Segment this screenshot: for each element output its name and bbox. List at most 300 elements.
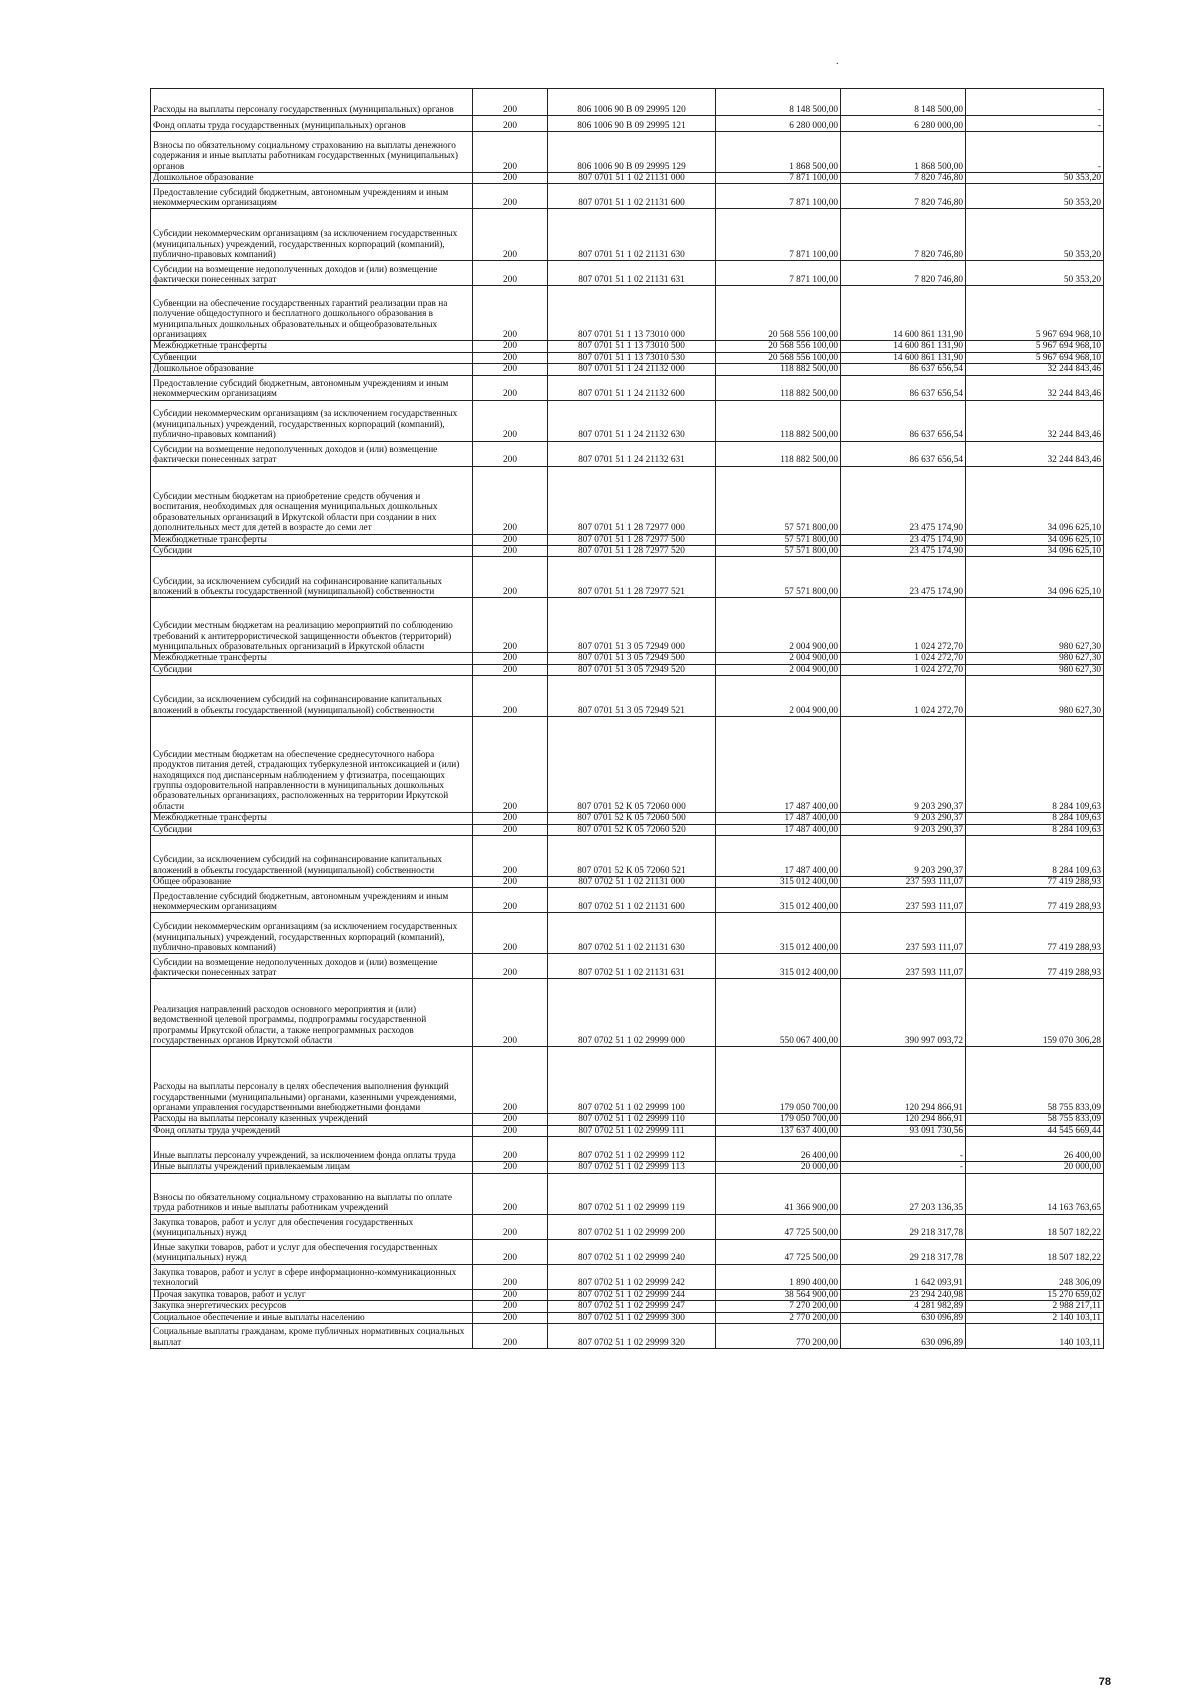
- row-approved-cell: 137 637 400,00: [716, 1125, 841, 1136]
- row-line-code-cell: 200: [473, 1125, 548, 1136]
- row-unexecuted-cell: 50 353,20: [966, 209, 1104, 261]
- row-executed-cell: 237 593 111,07: [841, 913, 966, 954]
- row-line-code-cell: 200: [473, 441, 548, 466]
- row-name-cell: Социальное обеспечение и иные выплаты населению: [151, 1312, 473, 1323]
- row-budget-code-cell: 807 0701 51 1 28 72977 000: [548, 466, 716, 534]
- row-unexecuted-cell: 8 284 109,63: [966, 717, 1104, 813]
- row-name-cell: Субсидии, за исключением субсидий на софинансирование капитальных вложений в объекты государственной (муниципальной) собственности: [151, 676, 473, 717]
- row-approved-cell: 770 200,00: [716, 1323, 841, 1348]
- page-number: 78: [1098, 1676, 1111, 1688]
- row-line-code-cell: 200: [473, 1173, 548, 1214]
- row-line-code-cell: 200: [473, 286, 548, 341]
- row-executed-cell: 86 637 656,54: [841, 441, 966, 466]
- row-budget-code-cell: 806 1006 90 В 09 29995 129: [548, 132, 716, 173]
- row-line-code-cell: 200: [473, 676, 548, 717]
- row-line-code-cell: 200: [473, 546, 548, 557]
- row-line-code-cell: 200: [473, 466, 548, 534]
- row-executed-cell: 6 280 000,00: [841, 116, 966, 132]
- row-unexecuted-cell: 77 419 288,93: [966, 877, 1104, 888]
- row-line-code-cell: 200: [473, 209, 548, 261]
- row-executed-cell: 120 294 866,91: [841, 1114, 966, 1125]
- row-executed-cell: 9 203 290,37: [841, 836, 966, 877]
- table-row: [151, 1301, 1104, 1312]
- row-executed-cell: 1 024 272,70: [841, 653, 966, 664]
- row-approved-cell: 315 012 400,00: [716, 888, 841, 913]
- row-unexecuted-cell: 50 353,20: [966, 261, 1104, 286]
- row-line-code-cell: 200: [473, 913, 548, 954]
- row-executed-cell: 4 281 982,89: [841, 1301, 966, 1312]
- table-row: [151, 598, 1104, 653]
- row-line-code-cell: 200: [473, 364, 548, 375]
- row-line-code-cell: 200: [473, 717, 548, 813]
- row-line-code-cell: 200: [473, 1239, 548, 1264]
- row-name-cell: Межбюджетные трансферты: [151, 813, 473, 824]
- row-unexecuted-cell: 26 400,00: [966, 1137, 1104, 1162]
- row-approved-cell: 179 050 700,00: [716, 1114, 841, 1125]
- row-budget-code-cell: 807 0701 51 1 13 73010 530: [548, 352, 716, 363]
- row-budget-code-cell: 807 0702 51 1 02 29999 112: [548, 1137, 716, 1162]
- row-name-cell: Расходы на выплаты персоналу в целях обеспечения выполнения функций государственными (муниципальными) органами, казенными учреждениями, органами управления государственными внебюджетными фондами: [151, 1047, 473, 1114]
- row-budget-code-cell: 807 0702 51 1 02 29999 113: [548, 1162, 716, 1173]
- row-approved-cell: 38 564 900,00: [716, 1289, 841, 1300]
- table-row: [151, 375, 1104, 400]
- row-executed-cell: 7 820 746,80: [841, 209, 966, 261]
- row-approved-cell: 57 571 800,00: [716, 557, 841, 598]
- row-line-code-cell: 200: [473, 400, 548, 441]
- row-line-code-cell: 200: [473, 173, 548, 184]
- row-name-cell: Закупка товаров, работ и услуг в сфере информационно-коммуникационных технологий: [151, 1264, 473, 1289]
- row-name-cell: Закупка энергетических ресурсов: [151, 1301, 473, 1312]
- row-line-code-cell: 200: [473, 813, 548, 824]
- row-name-cell: Субсидии: [151, 546, 473, 557]
- row-executed-cell: 86 637 656,54: [841, 364, 966, 375]
- row-name-cell: Субсидии местным бюджетам на обеспечение среднесуточного набора продуктов питания детей, страдающих туберкулезной интоксикацией и (или) находящихся под диспансерным наблюдением у фтизиатра, посещающих группы оздоровительной направленности в муниципальных дошкольных образовательных организациях, расположенных на территории Иркутской области: [151, 717, 473, 813]
- row-budget-code-cell: 807 0702 51 1 02 29999 240: [548, 1239, 716, 1264]
- table-row: [151, 341, 1104, 352]
- row-unexecuted-cell: 32 244 843,46: [966, 441, 1104, 466]
- row-approved-cell: 2 004 900,00: [716, 676, 841, 717]
- row-executed-cell: 630 096,89: [841, 1323, 966, 1348]
- row-unexecuted-cell: 77 419 288,93: [966, 913, 1104, 954]
- row-name-cell: Субсидии: [151, 824, 473, 835]
- row-approved-cell: 26 400,00: [716, 1137, 841, 1162]
- row-line-code-cell: 200: [473, 1137, 548, 1162]
- row-budget-code-cell: 807 0701 51 1 13 73010 000: [548, 286, 716, 341]
- row-name-cell: Предоставление субсидий бюджетным, автономным учреждениям и иным некоммерческим организациям: [151, 375, 473, 400]
- row-unexecuted-cell: 15 270 659,02: [966, 1289, 1104, 1300]
- row-executed-cell: 23 475 174,90: [841, 466, 966, 534]
- row-name-cell: Субсидии на возмещение недополученных доходов и (или) возмещение фактически понесенных затрат: [151, 954, 473, 979]
- row-unexecuted-cell: 77 419 288,93: [966, 888, 1104, 913]
- row-budget-code-cell: 807 0701 51 1 24 21132 631: [548, 441, 716, 466]
- row-budget-code-cell: 807 0702 51 1 02 29999 100: [548, 1047, 716, 1114]
- row-line-code-cell: 200: [473, 184, 548, 209]
- row-line-code-cell: 200: [473, 1289, 548, 1300]
- row-line-code-cell: 200: [473, 888, 548, 913]
- row-unexecuted-cell: 980 627,30: [966, 653, 1104, 664]
- row-budget-code-cell: 807 0702 51 1 02 29999 111: [548, 1125, 716, 1136]
- row-approved-cell: 1 868 500,00: [716, 132, 841, 173]
- table-row: [151, 1137, 1104, 1162]
- table-row: [151, 913, 1104, 954]
- table-row: [151, 89, 1104, 116]
- row-executed-cell: 237 593 111,07: [841, 877, 966, 888]
- table-row: [151, 1289, 1104, 1300]
- row-line-code-cell: 200: [473, 341, 548, 352]
- row-executed-cell: 7 820 746,80: [841, 261, 966, 286]
- row-name-cell: Субсидии некоммерческим организациям (за исключением государственных (муниципальных) учреждений, государственных корпораций (компаний), публично-правовых компаний): [151, 400, 473, 441]
- row-approved-cell: 17 487 400,00: [716, 813, 841, 824]
- row-name-cell: Дошкольное образование: [151, 173, 473, 184]
- row-approved-cell: 315 012 400,00: [716, 877, 841, 888]
- row-line-code-cell: 200: [473, 1162, 548, 1173]
- row-executed-cell: 1 868 500,00: [841, 132, 966, 173]
- row-name-cell: Межбюджетные трансферты: [151, 534, 473, 545]
- row-approved-cell: 179 050 700,00: [716, 1047, 841, 1114]
- row-name-cell: Фонд оплаты труда государственных (муниципальных) органов: [151, 116, 473, 132]
- table-row: [151, 1323, 1104, 1348]
- row-line-code-cell: 200: [473, 375, 548, 400]
- row-budget-code-cell: 807 0701 52 К 05 72060 000: [548, 717, 716, 813]
- row-unexecuted-cell: 14 163 763,65: [966, 1173, 1104, 1214]
- row-unexecuted-cell: 2 988 217,11: [966, 1301, 1104, 1312]
- table-row: [151, 813, 1104, 824]
- row-unexecuted-cell: 50 353,20: [966, 173, 1104, 184]
- row-budget-code-cell: 807 0701 51 1 24 21132 000: [548, 364, 716, 375]
- row-line-code-cell: 200: [473, 1214, 548, 1239]
- table-row: [151, 836, 1104, 877]
- row-line-code-cell: 200: [473, 664, 548, 675]
- row-executed-cell: 86 637 656,54: [841, 375, 966, 400]
- row-approved-cell: 47 725 500,00: [716, 1214, 841, 1239]
- row-budget-code-cell: 807 0701 51 1 02 21131 000: [548, 173, 716, 184]
- row-name-cell: Социальные выплаты гражданам, кроме публичных нормативных социальных выплат: [151, 1323, 473, 1348]
- row-approved-cell: 315 012 400,00: [716, 913, 841, 954]
- row-budget-code-cell: 807 0702 51 1 02 29999 247: [548, 1301, 716, 1312]
- row-executed-cell: 93 091 730,56: [841, 1125, 966, 1136]
- row-name-cell: Расходы на выплаты персоналу государственных (муниципальных) органов: [151, 89, 473, 116]
- row-executed-cell: 1 642 093,91: [841, 1264, 966, 1289]
- row-unexecuted-cell: 34 096 625,10: [966, 546, 1104, 557]
- row-approved-cell: 118 882 500,00: [716, 441, 841, 466]
- row-budget-code-cell: 807 0702 51 1 02 29999 110: [548, 1114, 716, 1125]
- row-approved-cell: 7 270 200,00: [716, 1301, 841, 1312]
- row-approved-cell: 57 571 800,00: [716, 466, 841, 534]
- row-unexecuted-cell: -: [966, 116, 1104, 132]
- row-approved-cell: 118 882 500,00: [716, 364, 841, 375]
- row-executed-cell: 1 024 272,70: [841, 664, 966, 675]
- row-unexecuted-cell: 34 096 625,10: [966, 466, 1104, 534]
- row-budget-code-cell: 807 0702 51 1 02 29999 119: [548, 1173, 716, 1214]
- row-executed-cell: 1 024 272,70: [841, 676, 966, 717]
- row-line-code-cell: 200: [473, 598, 548, 653]
- row-name-cell: Реализация направлений расходов основного мероприятия и (или) ведомственной целевой программы, подпрограммы государственной программы Иркутской области, а также непрограммных расходов государственных органов Иркутской области: [151, 979, 473, 1047]
- row-budget-code-cell: 807 0701 51 1 13 73010 500: [548, 341, 716, 352]
- row-unexecuted-cell: 5 967 694 968,10: [966, 286, 1104, 341]
- table-row: [151, 173, 1104, 184]
- row-line-code-cell: 200: [473, 1312, 548, 1323]
- table-row: [151, 352, 1104, 363]
- row-name-cell: Дошкольное образование: [151, 364, 473, 375]
- row-approved-cell: 118 882 500,00: [716, 400, 841, 441]
- row-budget-code-cell: 807 0702 51 1 02 29999 200: [548, 1214, 716, 1239]
- row-budget-code-cell: 807 0702 51 1 02 29999 300: [548, 1312, 716, 1323]
- row-executed-cell: 120 294 866,91: [841, 1047, 966, 1114]
- row-unexecuted-cell: 32 244 843,46: [966, 375, 1104, 400]
- table-row: [151, 261, 1104, 286]
- table-row: [151, 877, 1104, 888]
- row-executed-cell: 9 203 290,37: [841, 824, 966, 835]
- row-name-cell: Субсидии, за исключением субсидий на софинансирование капитальных вложений в объекты государственной (муниципальной) собственности: [151, 557, 473, 598]
- row-approved-cell: 2 770 200,00: [716, 1312, 841, 1323]
- table-row: [151, 717, 1104, 813]
- row-budget-code-cell: 807 0701 51 1 02 21131 630: [548, 209, 716, 261]
- row-executed-cell: 23 294 240,98: [841, 1289, 966, 1300]
- row-name-cell: Взносы по обязательному социальному страхованию на выплаты по оплате труда работников и иные выплаты работникам учреждений: [151, 1173, 473, 1214]
- row-name-cell: Межбюджетные трансферты: [151, 653, 473, 664]
- row-name-cell: Иные закупки товаров, работ и услуг для обеспечения государственных (муниципальных) нужд: [151, 1239, 473, 1264]
- row-budget-code-cell: 807 0701 51 1 28 72977 521: [548, 557, 716, 598]
- row-unexecuted-cell: -: [966, 89, 1104, 116]
- row-approved-cell: 118 882 500,00: [716, 375, 841, 400]
- row-executed-cell: 390 997 093,72: [841, 979, 966, 1047]
- row-name-cell: Субсидии: [151, 664, 473, 675]
- row-approved-cell: 2 004 900,00: [716, 653, 841, 664]
- row-executed-cell: 1 024 272,70: [841, 598, 966, 653]
- table-row: [151, 184, 1104, 209]
- table-row: [151, 1114, 1104, 1125]
- row-unexecuted-cell: 18 507 182,22: [966, 1239, 1104, 1264]
- table-row: [151, 132, 1104, 173]
- table-row: [151, 1162, 1104, 1173]
- row-unexecuted-cell: 980 627,30: [966, 676, 1104, 717]
- row-budget-code-cell: 807 0701 51 1 28 72977 520: [548, 546, 716, 557]
- table-row: [151, 1239, 1104, 1264]
- row-approved-cell: 17 487 400,00: [716, 836, 841, 877]
- row-budget-code-cell: 807 0702 51 1 02 29999 244: [548, 1289, 716, 1300]
- table-row: [151, 1312, 1104, 1323]
- scan-speck: .: [836, 56, 839, 67]
- row-line-code-cell: 200: [473, 836, 548, 877]
- row-executed-cell: 23 475 174,90: [841, 534, 966, 545]
- table-row: [151, 441, 1104, 466]
- table-row: [151, 546, 1104, 557]
- row-budget-code-cell: 807 0701 51 1 24 21132 600: [548, 375, 716, 400]
- row-executed-cell: 630 096,89: [841, 1312, 966, 1323]
- table-row: [151, 400, 1104, 441]
- row-unexecuted-cell: 8 284 109,63: [966, 813, 1104, 824]
- row-approved-cell: 1 890 400,00: [716, 1264, 841, 1289]
- row-name-cell: Общее образование: [151, 877, 473, 888]
- row-line-code-cell: 200: [473, 979, 548, 1047]
- row-name-cell: Иные выплаты персоналу учреждений, за исключением фонда оплаты труда: [151, 1137, 473, 1162]
- row-name-cell: Закупка товаров, работ и услуг для обеспечения государственных (муниципальных) нужд: [151, 1214, 473, 1239]
- budget-execution-table: [150, 88, 1104, 1349]
- row-unexecuted-cell: 34 096 625,10: [966, 534, 1104, 545]
- row-unexecuted-cell: 8 284 109,63: [966, 836, 1104, 877]
- row-approved-cell: 7 871 100,00: [716, 209, 841, 261]
- row-budget-code-cell: 807 0702 51 1 02 21131 630: [548, 913, 716, 954]
- row-line-code-cell: 200: [473, 132, 548, 173]
- row-line-code-cell: 200: [473, 89, 548, 116]
- row-executed-cell: 29 218 317,78: [841, 1239, 966, 1264]
- row-name-cell: Субсидии некоммерческим организациям (за исключением государственных (муниципальных) учреждений, государственных корпораций (компаний), публично-правовых компаний): [151, 209, 473, 261]
- row-budget-code-cell: 806 1006 90 В 09 29995 120: [548, 89, 716, 116]
- row-budget-code-cell: 807 0701 51 3 05 72949 500: [548, 653, 716, 664]
- table-row: [151, 1264, 1104, 1289]
- row-budget-code-cell: 806 1006 90 В 09 29995 121: [548, 116, 716, 132]
- row-approved-cell: 20 000,00: [716, 1162, 841, 1173]
- row-name-cell: Предоставление субсидий бюджетным, автономным учреждениям и иным некоммерческим организациям: [151, 184, 473, 209]
- row-line-code-cell: 200: [473, 824, 548, 835]
- row-name-cell: Субсидии местным бюджетам на реализацию мероприятий по соблюдению требований к антитеррористической защищенности объектов (территорий) муниципальных образовательных организаций в Иркутской области: [151, 598, 473, 653]
- row-line-code-cell: 200: [473, 653, 548, 664]
- row-executed-cell: 14 600 861 131,90: [841, 286, 966, 341]
- row-unexecuted-cell: 32 244 843,46: [966, 364, 1104, 375]
- row-name-cell: Предоставление субсидий бюджетным, автономным учреждениям и иным некоммерческим организациям: [151, 888, 473, 913]
- row-unexecuted-cell: 2 140 103,11: [966, 1312, 1104, 1323]
- table-row: [151, 1173, 1104, 1214]
- table-row: [151, 954, 1104, 979]
- row-unexecuted-cell: 58 755 833,09: [966, 1114, 1104, 1125]
- row-line-code-cell: 200: [473, 116, 548, 132]
- table-row: [151, 1214, 1104, 1239]
- row-approved-cell: 2 004 900,00: [716, 664, 841, 675]
- row-budget-code-cell: 807 0702 51 1 02 29999 320: [548, 1323, 716, 1348]
- row-name-cell: Расходы на выплаты персоналу казенных учреждений: [151, 1114, 473, 1125]
- row-budget-code-cell: 807 0701 51 3 05 72949 520: [548, 664, 716, 675]
- table-row: [151, 466, 1104, 534]
- row-budget-code-cell: 807 0701 51 1 28 72977 500: [548, 534, 716, 545]
- row-name-cell: Субсидии местным бюджетам на приобретение средств обучения и воспитания, необходимых для оснащения муниципальных дошкольных образовательных организаций в Иркутской области при создании в них дополнительных мест для детей в возрасте до семи лет: [151, 466, 473, 534]
- row-unexecuted-cell: 140 103,11: [966, 1323, 1104, 1348]
- row-executed-cell: 27 203 136,35: [841, 1173, 966, 1214]
- row-unexecuted-cell: -: [966, 132, 1104, 173]
- row-line-code-cell: 200: [473, 352, 548, 363]
- row-executed-cell: 23 475 174,90: [841, 546, 966, 557]
- row-budget-code-cell: 807 0701 52 К 05 72060 521: [548, 836, 716, 877]
- table-row: [151, 209, 1104, 261]
- row-line-code-cell: 200: [473, 1301, 548, 1312]
- table-row: [151, 1125, 1104, 1136]
- table-row: [151, 979, 1104, 1047]
- row-unexecuted-cell: 5 967 694 968,10: [966, 352, 1104, 363]
- row-unexecuted-cell: 980 627,30: [966, 664, 1104, 675]
- row-budget-code-cell: 807 0701 51 1 24 21132 630: [548, 400, 716, 441]
- row-budget-code-cell: 807 0701 51 1 02 21131 631: [548, 261, 716, 286]
- row-approved-cell: 47 725 500,00: [716, 1239, 841, 1264]
- row-line-code-cell: 200: [473, 261, 548, 286]
- row-approved-cell: 7 871 100,00: [716, 184, 841, 209]
- row-name-cell: Прочая закупка товаров, работ и услуг: [151, 1289, 473, 1300]
- row-line-code-cell: 200: [473, 877, 548, 888]
- row-line-code-cell: 200: [473, 1264, 548, 1289]
- table-row: [151, 364, 1104, 375]
- row-budget-code-cell: 807 0701 52 К 05 72060 500: [548, 813, 716, 824]
- row-line-code-cell: 200: [473, 1047, 548, 1114]
- row-unexecuted-cell: 50 353,20: [966, 184, 1104, 209]
- row-unexecuted-cell: 20 000,00: [966, 1162, 1104, 1173]
- row-unexecuted-cell: 159 070 306,28: [966, 979, 1104, 1047]
- row-approved-cell: 550 067 400,00: [716, 979, 841, 1047]
- row-executed-cell: 86 637 656,54: [841, 400, 966, 441]
- table-row: [151, 824, 1104, 835]
- row-name-cell: Субвенции: [151, 352, 473, 363]
- row-line-code-cell: 200: [473, 1323, 548, 1348]
- row-executed-cell: 8 148 500,00: [841, 89, 966, 116]
- row-name-cell: Фонд оплаты труда учреждений: [151, 1125, 473, 1136]
- row-approved-cell: 6 280 000,00: [716, 116, 841, 132]
- row-line-code-cell: 200: [473, 534, 548, 545]
- row-unexecuted-cell: 248 306,09: [966, 1264, 1104, 1289]
- row-executed-cell: 9 203 290,37: [841, 717, 966, 813]
- row-executed-cell: 14 600 861 131,90: [841, 341, 966, 352]
- row-budget-code-cell: 807 0701 51 3 05 72949 521: [548, 676, 716, 717]
- row-approved-cell: 20 568 556 100,00: [716, 352, 841, 363]
- row-approved-cell: 8 148 500,00: [716, 89, 841, 116]
- row-budget-code-cell: 807 0702 51 1 02 21131 600: [548, 888, 716, 913]
- table-row: [151, 534, 1104, 545]
- row-budget-code-cell: 807 0702 51 1 02 29999 242: [548, 1264, 716, 1289]
- row-approved-cell: 20 568 556 100,00: [716, 341, 841, 352]
- row-executed-cell: 7 820 746,80: [841, 173, 966, 184]
- row-executed-cell: -: [841, 1137, 966, 1162]
- row-executed-cell: 237 593 111,07: [841, 954, 966, 979]
- row-unexecuted-cell: 18 507 182,22: [966, 1214, 1104, 1239]
- table-row: [151, 557, 1104, 598]
- row-name-cell: Взносы по обязательному социальному страхованию на выплаты денежного содержания и иные выплаты работникам государственных (муниципальных) органов: [151, 132, 473, 173]
- row-unexecuted-cell: 58 755 833,09: [966, 1047, 1104, 1114]
- row-unexecuted-cell: 44 545 669,44: [966, 1125, 1104, 1136]
- row-approved-cell: 7 871 100,00: [716, 261, 841, 286]
- row-approved-cell: 57 571 800,00: [716, 546, 841, 557]
- row-name-cell: Субсидии на возмещение недополученных доходов и (или) возмещение фактически понесенных затрат: [151, 261, 473, 286]
- row-unexecuted-cell: 5 967 694 968,10: [966, 341, 1104, 352]
- table-body: [151, 89, 1104, 1349]
- row-executed-cell: 29 218 317,78: [841, 1214, 966, 1239]
- row-unexecuted-cell: 32 244 843,46: [966, 400, 1104, 441]
- row-name-cell: Субсидии на возмещение недополученных доходов и (или) возмещение фактически понесенных затрат: [151, 441, 473, 466]
- row-approved-cell: 17 487 400,00: [716, 824, 841, 835]
- row-name-cell: Субвенции на обеспечение государственных гарантий реализации прав на получение общедоступного и бесплатного дошкольного образования в муниципальных дошкольных образовательных и общеобразовательных организациях: [151, 286, 473, 341]
- row-executed-cell: 23 475 174,90: [841, 557, 966, 598]
- row-name-cell: Межбюджетные трансферты: [151, 341, 473, 352]
- row-budget-code-cell: 807 0702 51 1 02 29999 000: [548, 979, 716, 1047]
- row-budget-code-cell: 807 0701 51 3 05 72949 000: [548, 598, 716, 653]
- row-budget-code-cell: 807 0702 51 1 02 21131 631: [548, 954, 716, 979]
- row-line-code-cell: 200: [473, 557, 548, 598]
- row-budget-code-cell: 807 0701 52 К 05 72060 520: [548, 824, 716, 835]
- row-name-cell: Субсидии, за исключением субсидий на софинансирование капитальных вложений в объекты государственной (муниципальной) собственности: [151, 836, 473, 877]
- row-budget-code-cell: 807 0701 51 1 02 21131 600: [548, 184, 716, 209]
- row-budget-code-cell: 807 0702 51 1 02 21131 000: [548, 877, 716, 888]
- row-name-cell: Иные выплаты учреждений привлекаемым лицам: [151, 1162, 473, 1173]
- row-executed-cell: 237 593 111,07: [841, 888, 966, 913]
- row-executed-cell: 9 203 290,37: [841, 813, 966, 824]
- row-approved-cell: 20 568 556 100,00: [716, 286, 841, 341]
- row-approved-cell: 2 004 900,00: [716, 598, 841, 653]
- row-approved-cell: 57 571 800,00: [716, 534, 841, 545]
- row-line-code-cell: 200: [473, 954, 548, 979]
- row-unexecuted-cell: 34 096 625,10: [966, 557, 1104, 598]
- row-approved-cell: 7 871 100,00: [716, 173, 841, 184]
- row-executed-cell: 14 600 861 131,90: [841, 352, 966, 363]
- row-executed-cell: 7 820 746,80: [841, 184, 966, 209]
- table-row: [151, 664, 1104, 675]
- row-line-code-cell: 200: [473, 1114, 548, 1125]
- table-row: [151, 653, 1104, 664]
- row-approved-cell: 315 012 400,00: [716, 954, 841, 979]
